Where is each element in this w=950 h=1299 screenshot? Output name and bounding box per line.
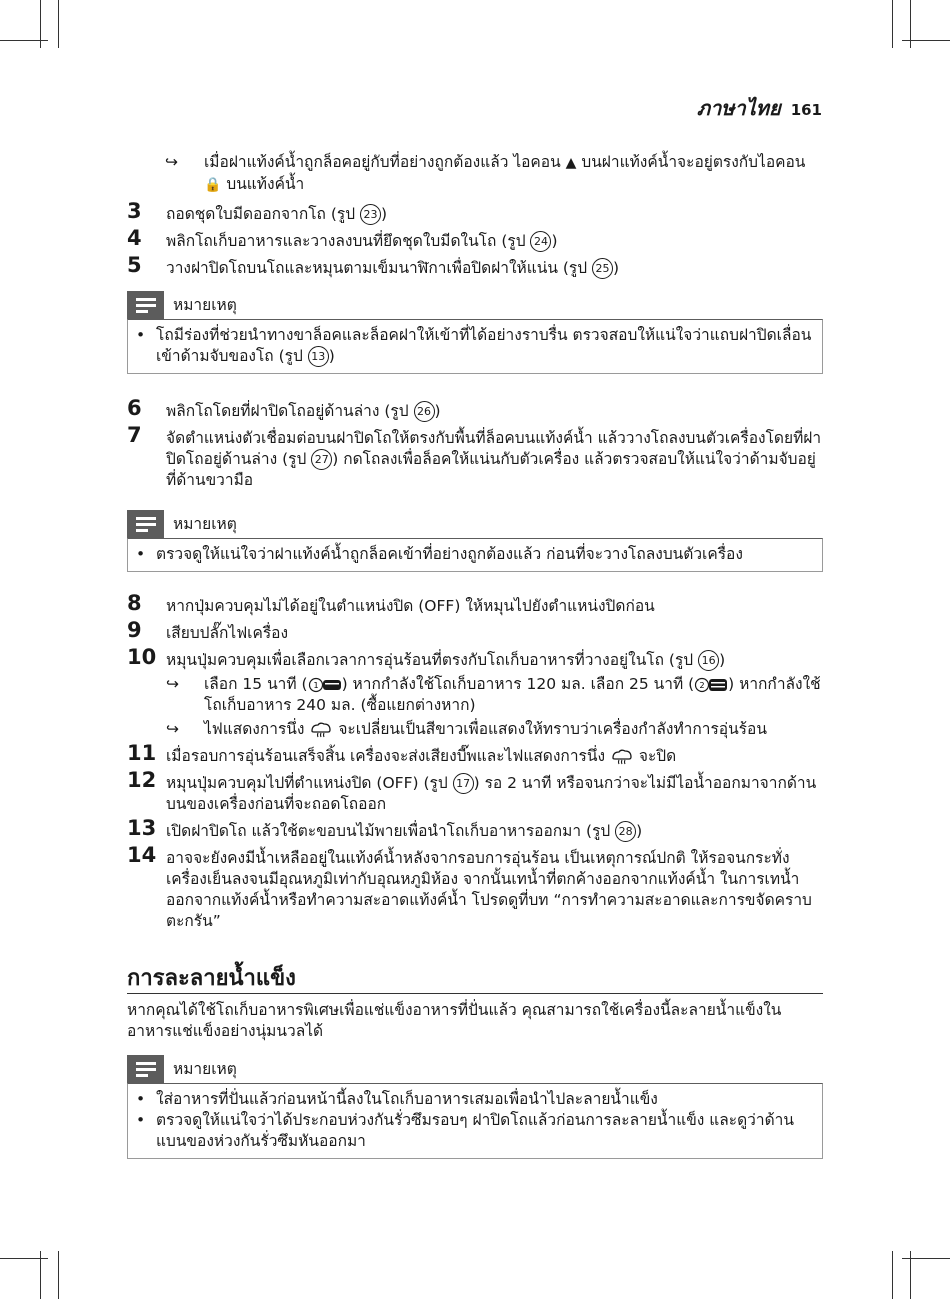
result-arrow-icon: ↪	[166, 720, 179, 738]
figure-ref: 13	[308, 346, 329, 367]
figure-ref: 27	[311, 449, 332, 470]
note-box-3	[127, 1055, 823, 1159]
result-item: ↪ เมื่อฝาแท้งค์น้ำถูกล็อคอยู่กับที่อย่างถูกต้องแล้ว ไอคอน ▲ บนฝาแท้งค์น้ำจะอยู่ตรงกับไอคอน 🔒 บนแท้งค์น้ำ	[165, 153, 806, 193]
bullet-icon: •	[136, 1111, 146, 1129]
figure-ref: 17	[453, 773, 474, 794]
step-6: 6 พลิกโถโดยที่ฝาปิดโถอยู่ด้านล่าง (รูป 26 )	[127, 396, 441, 420]
step-13: 13 เปิดฝาปิดโถ แล้วใช้ตะขอบนไม้พายเพื่อนำโถเก็บอาหารออกมา (รูป 28 )	[127, 816, 643, 840]
note-header	[127, 1055, 823, 1083]
step-11: 11 เมื่อรอบการอุ่นร้อนเสร็จสิ้น เครื่องจะส่งเสียงบี๊พและไฟแสดงการนึ่ง จะปิด	[127, 741, 677, 765]
note-label: หมายเหตุ	[173, 1059, 237, 1078]
triangle-icon: ▲	[565, 155, 577, 171]
figure-ref: 24	[530, 231, 551, 252]
page-header	[697, 98, 822, 121]
crop-mark	[892, 1251, 893, 1299]
crop-mark	[892, 0, 893, 48]
crop-mark	[910, 0, 911, 48]
result-item: ↪ เลือก 15 นาที ( 1 ) หากกำลังใช้โถเก็บอาหาร 120 มล. เลือก 25 นาที ( 2 ) หากกำลังใช้โถเก็บอาหาร 240 มล. (ซื้อแยกต่างหาก)	[166, 675, 821, 714]
section-title: การละลายน้ำแข็ง	[127, 968, 823, 994]
step-10: 10 หมุนปุ่มควบคุมเพื่อเลือกเวลาการอุ่นร้อนที่ตรงกับโถเก็บอาหารที่วางอยู่ในโถ (รูป 16 ) ↪ เลือก 15 นาที ( 1 ) หากกำลังใช้โถเก็บอาหาร 120 มล. เลือก 25 นาที ( 2 ) หากกำลังใช้โถเก็บอาหาร 240 มล. (ซื้อแยกต่างหาก) ↪ ไฟแสดงการนึ่ง จะเปลี่ยนเป็นสีขาวเพื่อแสดงให้ทราบว่าเครื่องกำลังทำการอุ่นร้อน	[127, 650, 823, 740]
note-header	[127, 291, 823, 319]
result-item: ↪ ไฟแสดงการนึ่ง จะเปลี่ยนเป็นสีขาวเพื่อแสดงให้ทราบว่าเครื่องกำลังทำการอุ่นร้อน	[166, 720, 767, 738]
note-item: • ใส่อาหารที่ปั่นแล้วก่อนหน้านี้ลงในโถเก็บอาหารเสมอเพื่อนำไปละลายน้ำแข็ง	[136, 1090, 658, 1108]
figure-ref: 26	[414, 401, 435, 422]
step-7: 7 จัดตำแหน่งตัวเชื่อมต่อบนฝาปิดโถให้ตรงกับพื้นที่ล็อคบนแท้งค์น้ำ แล้ววางโถลงบนตัวเครื่องโดยที่ฝาปิดโถอยู่ด้านล่าง (รูป 27 ) กดโถลงเพื่อล็อคให้แน่นกับตัวเครื่อง แล้วตรวจสอบให้แน่ใจว่าด้ามจับอยู่ที่ด้านขวามือ	[127, 423, 822, 489]
result-arrow-icon: ↪	[165, 153, 178, 171]
section-intro: หากคุณได้ใช้โถเก็บอาหารพิเศษเพื่อแช่แข็งอาหารที่ปั่นแล้ว คุณสามารถใช้เครื่องนี้ละลายน้ำแข็งในอาหารแช่แข็งอย่างนุ่มนวลได้	[127, 1001, 782, 1040]
section-defrost	[127, 968, 823, 1042]
step-5: 5 วางฝาปิดโถบนโถและหมุนตามเข็มนาฬิกาเพื่อปิดฝาให้แน่น (รูป 25 )	[127, 253, 620, 277]
result-arrow-icon: ↪	[166, 675, 179, 693]
steam-light-icon	[309, 721, 333, 739]
page-number: 161	[790, 101, 822, 119]
note-content	[127, 319, 823, 374]
steps-group-b	[127, 396, 823, 497]
timer-15-icon	[308, 677, 342, 693]
note-header	[127, 510, 823, 538]
figure-ref: 28	[615, 821, 636, 842]
note-content	[127, 1083, 823, 1159]
note-label: หมายเหตุ	[173, 295, 237, 314]
bullet-icon: •	[136, 545, 146, 563]
note-icon	[127, 1055, 164, 1083]
svg-text:2: 2	[699, 680, 705, 690]
intro-result	[127, 152, 823, 196]
crop-mark	[40, 1251, 41, 1299]
language-title: ภาษาไทย	[696, 96, 781, 120]
crop-mark	[910, 1251, 911, 1299]
crop-mark	[58, 1251, 59, 1299]
step-4: 4 พลิกโถเก็บอาหารและวางลงบนที่ยึดชุดใบมีดในโถ (รูป 24 )	[127, 226, 558, 250]
note-item: • ตรวจดูให้แน่ใจว่าฝาแท้งค์น้ำถูกล็อคเข้าที่อย่างถูกต้องแล้ว ก่อนที่จะวางโถลงบนตัวเครื่อง	[136, 545, 743, 563]
steps-group-c	[127, 591, 823, 938]
step-12: 12 หมุนปุ่มควบคุมไปที่ตำแหน่งปิด (OFF) (รูป 17 ) รอ 2 นาที หรือจนกว่าจะไม่มีไอน้ำออกมาจากด้านบนของเครื่องก่อนที่จะถอดโถออก	[127, 768, 817, 813]
crop-mark	[58, 0, 59, 48]
step-8: 8 หากปุ่มควบคุมไม่ได้อยู่ในตำแหน่งปิด (OFF) ให้หมุนไปยังตำแหน่งปิดก่อน	[127, 591, 655, 615]
note-icon	[127, 510, 164, 538]
note-content	[127, 538, 823, 572]
lock-icon: 🔒	[204, 177, 222, 193]
step-3: 3 ถอดชุดใบมีดออกจากโถ (รูป 23 )	[127, 199, 388, 223]
note-box-1	[127, 291, 823, 374]
note-box-2	[127, 510, 823, 572]
note-icon	[127, 291, 164, 319]
crop-mark	[40, 0, 41, 48]
figure-ref: 16	[698, 650, 719, 671]
note-item: • โถมีร่องที่ช่วยนำทางขาล็อคและล็อคฝาให้เข้าที่ได้อย่างราบรื่น ตรวจสอบให้แน่ใจว่าแถบฝาปิดเลื่อนเข้าด้ามจับของโถ (รูป 13 )	[136, 326, 812, 365]
note-item: • ตรวจดูให้แน่ใจว่าได้ประกอบห่วงกันรั่วซึมรอบๆ ฝาปิดโถแล้วก่อนการละลายน้ำแข็ง และดูว่าด้านแบนของห่วงกันรั่วซึมหันออกมา	[136, 1111, 794, 1150]
step-14: 14 อาจจะยังคงมีน้ำเหลืออยู่ในแท้งค์น้ำหลังจากรอบการอุ่นร้อน เป็นเหตุการณ์ปกติ ให้รอจนกระทั่งเครื่องเย็นลงจนมีอุณหภูมิเท่ากับอุณหภูมิห้อง จากนั้นเทน้ำที่ตกค้างออกจากแท้งค์น้ำ ในการเทน้ำออกจากแท้งค์น้ำหรือทำความสะอาดแท้งค์น้ำ โปรดดูที่บท “การทำความสะอาดและการขจัดคราบตะกรัน”	[127, 843, 812, 930]
note-label: หมายเหตุ	[173, 514, 237, 533]
bullet-icon: •	[136, 1090, 146, 1108]
bullet-icon: •	[136, 326, 146, 344]
step-9: 9 เสียบปลั๊กไฟเครื่อง	[127, 618, 289, 642]
steam-light-icon	[610, 748, 634, 766]
svg-text:1: 1	[313, 680, 319, 690]
timer-25-icon	[694, 677, 728, 693]
figure-ref: 23	[360, 204, 381, 225]
figure-ref: 25	[592, 258, 613, 279]
steps-group-a	[127, 199, 823, 285]
